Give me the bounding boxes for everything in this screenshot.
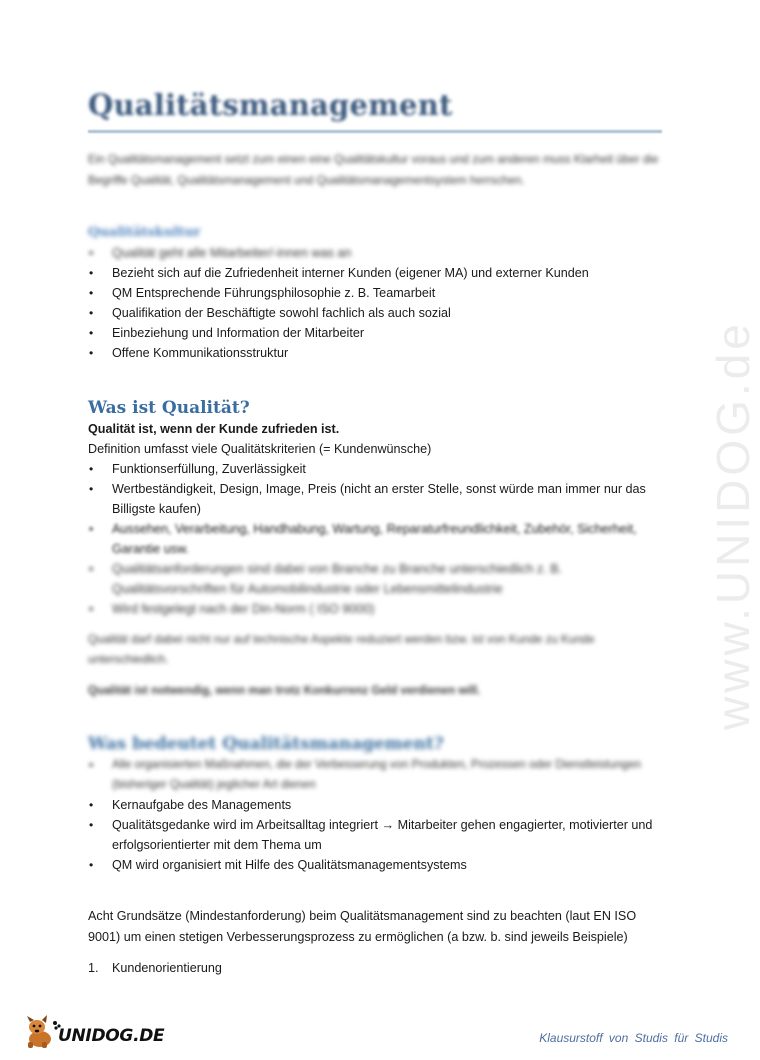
list-item: • Qualifikation der Beschäftigte sowohl fachlich als auch sozial xyxy=(88,303,660,323)
item-label: Kundenorientierung xyxy=(112,961,222,975)
item-number: 1. xyxy=(88,961,99,975)
list-item: • Wertbeständigkeit, Design, Image, Preis (nicht an erster Stelle, sonst würde man immer nur das Billigste kaufen) xyxy=(88,479,660,519)
list-item xyxy=(88,958,660,978)
list-item: • Qualitätsgedanke wird im Arbeitsalltag integriert → Mitarbeiter gehen engagierter, motivierter und erfolgsorientierter mit dem Thema um xyxy=(88,815,660,855)
key-statement: Qualität ist, wenn der Kunde zufrieden ist. xyxy=(88,422,340,436)
definition-line: Definition umfasst viele Qualitätskriterien (= Kundenwünsche) xyxy=(88,442,432,456)
list-item: • QM wird organisiert mit Hilfe des Qualitätsmanagementsystems xyxy=(88,855,660,875)
note-paragraph: Qualität darf dabei nicht nur auf technische Aspekte reduziert werden bzw. ist von Kunde zu Kunde unterschiedlich. xyxy=(88,633,595,666)
list-item: • Alle organisierten Maßnahmen, die der Verbesserung von Produkten, Prozessen oder Dienstleistungen (bisheriger Qualität) jeglicher Art dienen xyxy=(88,755,660,795)
page-title: Qualitätsmanagement xyxy=(88,88,453,122)
list-item: • Funktionserfüllung, Zuverlässigkeit xyxy=(88,459,660,479)
section-heading: Was ist Qualität? xyxy=(88,398,250,418)
section-qualitaetskultur xyxy=(88,223,660,363)
title-underline xyxy=(88,130,662,133)
bullet-list xyxy=(88,755,660,875)
bullet-list xyxy=(88,459,660,619)
section-was-ist-qualitaet xyxy=(88,397,660,701)
list-item: • Wird festgelegt nach der Din-Norm ( ISO 9000) xyxy=(88,599,660,619)
watermark-text: www.UNIDOG.de xyxy=(707,320,759,730)
list-item: • Bezieht sich auf die Zufriedenheit interner Kunden (eigener MA) und externer Kunden xyxy=(88,263,660,283)
unidog-logo[interactable] xyxy=(22,1014,165,1050)
bold-note: Qualität ist notwendig, wenn man trotz Konkurrenz Geld verdienen will. xyxy=(88,684,481,697)
list-item: • Aussehen, Verarbeitung, Handhabung, Wartung, Reparaturfreundlichkeit, Zubehör, Sicherheit, Garantie usw. xyxy=(88,519,660,559)
list-item: • Qualität geht alle Mitarbeiter/-innen was an xyxy=(88,243,660,263)
list-item: • Offene Kommunikationsstruktur xyxy=(88,343,660,363)
principles-intro: Acht Grundsätze (Mindestanforderung) beim Qualitätsmanagement sind zu beachten (laut EN ISO 9001) um einen stetigen Verbesserungsprozess zu ermöglichen (a bzw. b. sind jeweils Beispiele) xyxy=(88,909,637,944)
principles-list xyxy=(88,958,660,978)
list-item: • Qualitätsanforderungen sind dabei von Branche zu Branche unterschiedlich z. B. Qualitätsvorschriften für Automobilindustrie oder Lebensmittelindustrie xyxy=(88,559,660,599)
intro-paragraph: Ein Qualitätsmanagement setzt zum einen eine Qualitätskultur voraus und zum anderen muss Klarheit über die Begriffe Qualität, Qualitätsmanagement und Qualitätsmanagementsystem herrschen. xyxy=(88,153,659,187)
list-item: • Kernaufgabe des Managements xyxy=(88,795,660,815)
list-item: • Einbeziehung und Information der Mitarbeiter xyxy=(88,323,660,343)
bullet-list xyxy=(88,243,660,363)
footer-slogan: Klausurstoff von Studis für Studis xyxy=(539,1031,728,1045)
section-heading: Qualitätskultur xyxy=(88,225,201,240)
section-heading: Was bedeutet Qualitätsmanagement? xyxy=(88,734,444,754)
dog-mascot-icon xyxy=(22,1014,62,1050)
list-item: • QM Entsprechende Führungsphilosophie z. B. Teamarbeit xyxy=(88,283,660,303)
section-was-bedeutet-qm xyxy=(88,733,660,875)
logo-text: UNIDOG.DE xyxy=(58,1026,165,1046)
